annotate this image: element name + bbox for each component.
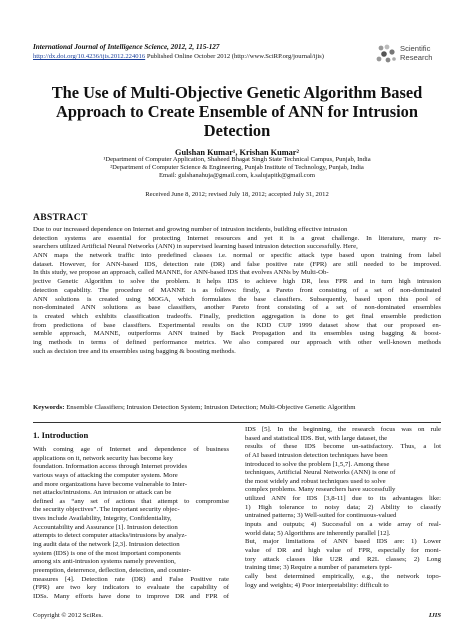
body-text-line: applications on it, network security has become key bbox=[33, 454, 173, 462]
body-text-line: among six anti-intrusion systems namely prevention, bbox=[33, 558, 176, 566]
body-text-line: attempts to detect computer attacks/intrusions by analyz- bbox=[33, 532, 187, 540]
affiliation-1: ¹Department of Computer Application, Shaheed Bhagat Singh State Technical Campus, Punjab, India bbox=[103, 156, 371, 163]
body-text-line: utilized ANN for IDS [3,8-11] due to its advantages like: bbox=[245, 495, 441, 503]
body-text-line: preemption, deterrence, deflection, detection, and counter- bbox=[33, 566, 191, 574]
body-text-line: results of these IDS become un-satisfactory. Thus, a lot bbox=[245, 443, 441, 451]
abstract-line: non-dominated ANN solutions as base classifiers, another Pareto front consisting of a set of non-dominated ensembles bbox=[33, 304, 441, 312]
abstract-line: In this study, we propose an approach, called MANNE, for ANN-based IDS that evolves ANNs by Multi-Ob- bbox=[33, 269, 329, 277]
body-text-line: 1) High tolerance to noisy data; 2) Ability to classify bbox=[245, 503, 441, 511]
abstract-line: detection systems are essential for protecting Internet resources and yet it is a great challenge. In literature, many re- bbox=[33, 234, 441, 242]
abstract-line: semble approach, MANNE, outperforms ANN trained by Back Propagation and its ensembles using bagging & boost- bbox=[33, 330, 441, 338]
journal-citation: International Journal of Intelligence Science, 2012, 2, 115-127 bbox=[33, 43, 220, 51]
body-text-line: But, major limitations of ANN based IDS are: 1) Lower bbox=[245, 538, 441, 546]
keywords-text: Ensemble Classifiers; Intrusion Detection System; Intrusion Detection; Multi-Objective Genetic Algorithm bbox=[64, 404, 356, 411]
right-column-body bbox=[245, 426, 441, 590]
body-text-line: logy and weights; 4) Poor interpretability: difficult to bbox=[245, 581, 389, 589]
body-text-line: untrained patterns; 3) Well-suited for continuous-valued bbox=[245, 512, 397, 520]
body-text-line: Accountability and Assurance [1]. Intrusion detection bbox=[33, 523, 178, 531]
journal-header bbox=[33, 43, 353, 61]
body-text-line: based and statistical IDS. But, with large dataset, the bbox=[245, 434, 388, 442]
doi-link[interactable]: http://dx.doi.org/10.4236/ijis.2012.224016 bbox=[33, 53, 146, 60]
paper-title bbox=[30, 83, 444, 140]
journal-abbreviation: IJIS bbox=[428, 612, 441, 619]
body-text-line: tives include Availability, Integrity, Confidentiality, bbox=[33, 515, 172, 523]
body-text-line: foundation. Information access through Internet provides bbox=[33, 463, 188, 471]
body-text-line: IDS [5]. In the beginning, the research focus was on rule bbox=[245, 426, 441, 433]
abstract-line: such as decision tree and its ensembles using bagging & boosting methods. bbox=[33, 347, 236, 355]
left-column-body bbox=[33, 446, 229, 602]
body-text-line: ing audit data of the network [2,3]. Intrusion detection bbox=[33, 541, 180, 549]
submission-dates: Received June 8, 2012; revised July 18, 2012; accepted July 31, 2012 bbox=[145, 191, 329, 198]
copyright-notice: Copyright © 2012 SciRes. bbox=[33, 612, 103, 619]
body-text-line: complex problems. Many researchers have successfully bbox=[245, 486, 396, 494]
keywords bbox=[33, 404, 443, 413]
body-text-line: inputs and outputs; 4) Successful on a wide array of real- bbox=[245, 521, 441, 529]
body-text-line: IDSs. Many efforts have done to improve DR and FPR of bbox=[33, 592, 229, 600]
body-text-line: and more organizations have become vulnerable to Inter- bbox=[33, 480, 187, 488]
author-names: Gulshan Kumar¹, Krishan Kumar² bbox=[175, 148, 299, 157]
left-column bbox=[33, 426, 229, 602]
body-text-line: cally best determined empirically, e.g., the network topo- bbox=[245, 572, 441, 580]
section-divider bbox=[33, 422, 441, 423]
scientific-research-logo-icon bbox=[375, 43, 399, 65]
abstract-line: jective Genetic Algorithm to solve the problem. It helps IDS to achieve high DR, less FPR and in turn high intrusion bbox=[33, 278, 441, 286]
body-text-line: introduced to solve the problem [1,5,7]. Among these bbox=[245, 460, 390, 468]
body-text-line: of AI based intrusion detection techniques have been bbox=[245, 451, 388, 459]
affiliation-2: ²Department of Computer Science & Engineering, Punjab Institute of Technology, Punjab, India bbox=[110, 164, 364, 171]
author-emails: Email: gulshanahuja@gmail.com, k.salujapitk@gmail.com bbox=[158, 172, 316, 179]
abstract-body bbox=[33, 226, 441, 356]
abstract-line: ANN solutions is created using MOGA, which formulates the base classifiers. Subsequently, based upon this pool of bbox=[33, 295, 441, 303]
body-text-line: training time; 3) Require a number of parameters typi- bbox=[245, 564, 392, 572]
body-text-line: system (IDS) is one of the most important components bbox=[33, 549, 181, 557]
body-text-line: defined as “any set of actions that attempt to compromise bbox=[33, 497, 229, 505]
section-heading-introduction: 1. Introduction bbox=[33, 430, 89, 440]
body-text-line: the most widely and robust techniques used to solve bbox=[245, 477, 386, 485]
publisher-logo bbox=[375, 43, 447, 65]
body-text-line: With coming age of Internet and dependence of business bbox=[33, 446, 229, 453]
keywords-label: Keywords: bbox=[33, 404, 65, 411]
journal-publication-line bbox=[33, 52, 353, 61]
body-text-line: various ways of attacking the computer system. More bbox=[33, 471, 178, 479]
abstract-line: from predictions of base classifiers. Experimental results on the KDD CUP 1999 dataset show that our proposed en- bbox=[33, 321, 441, 329]
body-text-line: world data; 5) Algorithms are inherently parallel [12]. bbox=[245, 529, 391, 537]
title-line-1: The Use of Multi-Objective Genetic Algorithm Based bbox=[51, 83, 423, 102]
logo-text-line1: Scientific bbox=[400, 44, 431, 53]
abstract-line: ing methods in terms of defined performance metrics. We also compared our approach with other well-known methods bbox=[33, 338, 441, 346]
body-text-line: net attacks/intrusions. An intrusion or attack can be bbox=[33, 489, 172, 497]
abstract-heading: ABSTRACT bbox=[33, 212, 88, 223]
abstract-line: Due to our increased dependence on Internet and growing number of intrusion incidents, building effective intrusion bbox=[33, 226, 348, 233]
body-text-line: value of DR and high value of FPR, especially for moni- bbox=[245, 546, 441, 554]
body-text-line: measures [4]. Detection rate (DR) and False Positive rate bbox=[33, 575, 229, 583]
abstract-line: dataset. However, for ANN-based IDS, detection rate (DR) and false positive rate (FPR) are still needed to be improved. bbox=[33, 260, 441, 268]
title-line-2: Approach to Create Ensemble of ANN for Intrusion bbox=[56, 102, 418, 121]
abstract-line: searchers utilized Artificial Neural Networks (ANN) in supervised learning based intrusion detection successfully. Here, bbox=[33, 243, 358, 251]
published-online-text: Published Online October 2012 (http://www.SciRP.org/journal/ijis) bbox=[145, 53, 324, 60]
abstract-line: detection capability. The procedure of MANNE is as follows: firstly, a Pareto front consisting of a set of non-dominated bbox=[33, 286, 441, 294]
abstract-line: is created which exhibits classification tradeoffs. Finally, prediction aggregation is done to get final ensemble prediction bbox=[33, 312, 441, 320]
body-text-line: tory attack classes like U2R and R2L classes; 2) Long bbox=[245, 555, 441, 563]
body-text-line: (FPR) are two key indicators to evaluate the capability of bbox=[33, 584, 229, 592]
abstract-line: ANN maps the network traffic into predefined classes i.e. normal or specific attack type based upon training from label bbox=[33, 252, 441, 260]
author-affiliations bbox=[30, 156, 444, 180]
title-line-3: Detection bbox=[203, 121, 271, 140]
right-column bbox=[245, 426, 441, 590]
body-text-line: techniques, Artificial Neural Networks (ANN) is one of bbox=[245, 469, 396, 477]
logo-text-line2: Research bbox=[400, 52, 433, 62]
logo-text bbox=[400, 45, 433, 62]
body-text-line: the security objectives”. The important security objec- bbox=[33, 506, 180, 514]
